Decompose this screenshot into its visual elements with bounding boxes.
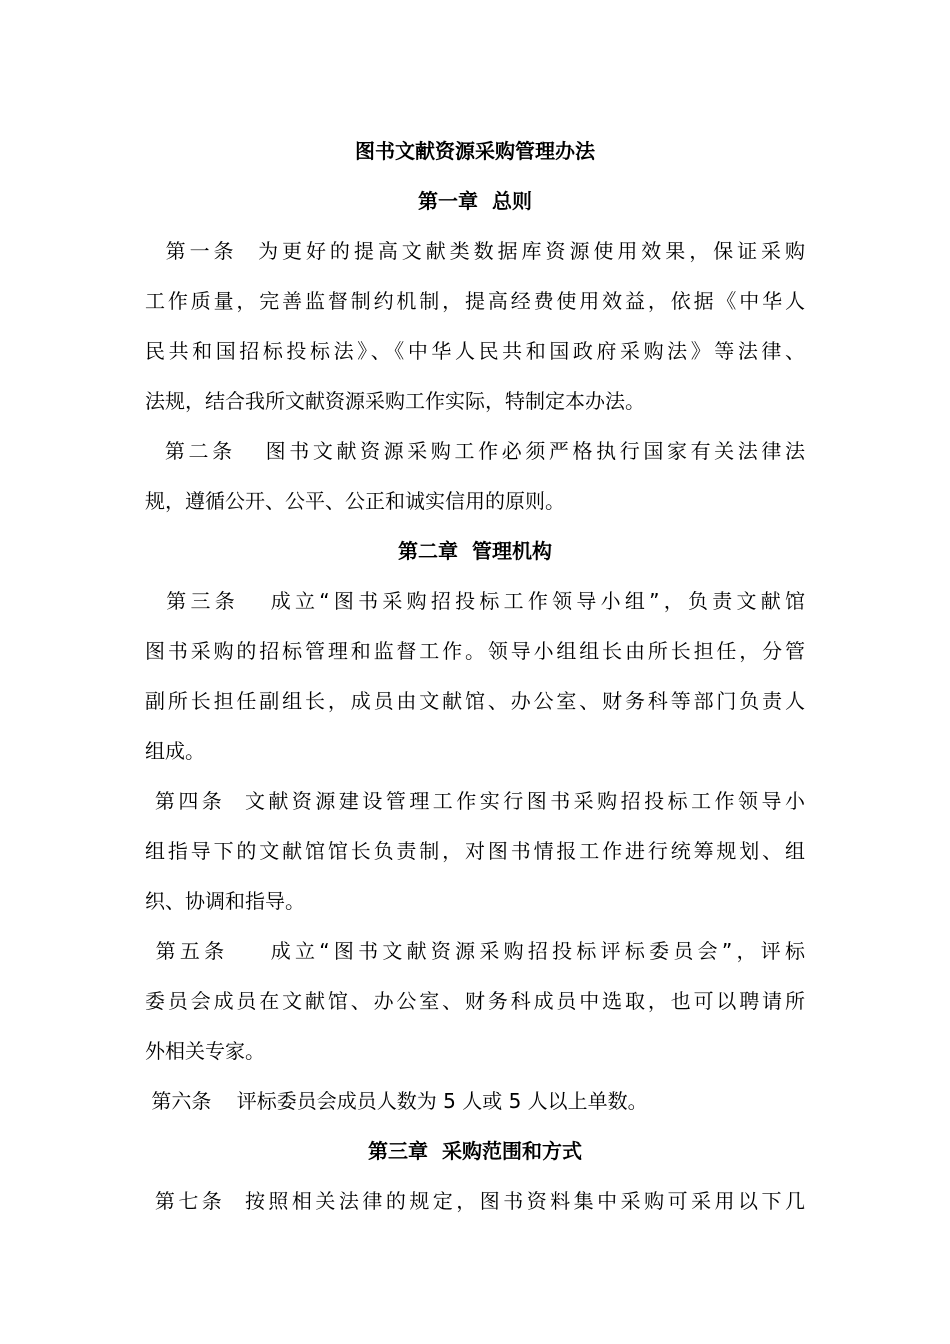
paragraph-line: 第一条 为更好的提高文献类数据库资源使用效果，保证采购	[145, 239, 805, 263]
paragraph-line: 第五条 成立“图书文献资源采购招投标评标委员会”，评标	[145, 939, 805, 963]
paragraph-line: 外相关专家。	[145, 1039, 265, 1063]
paragraph-line: 第六条 评标委员会成员人数为 5 人或 5 人以上单数。	[145, 1089, 648, 1113]
paragraph-line: 第二条 图书文献资源采购工作必须严格执行国家有关法律法	[145, 439, 805, 463]
paragraph-line: 组成。	[145, 739, 205, 763]
paragraph-line: 第四条 文献资源建设管理工作实行图书采购招投标工作领导小	[145, 789, 805, 813]
chapter-heading-2: 第二章 管理机构	[398, 539, 552, 563]
paragraph-line: 工作质量，完善监督制约机制，提高经费使用效益，依据《中华人	[145, 289, 805, 313]
document-title: 图书文献资源采购管理办法	[355, 139, 595, 163]
paragraph-line: 第三条 成立“图书采购招投标工作领导小组”，负责文献馆	[145, 589, 805, 613]
paragraph-line: 法规，结合我所文献资源采购工作实际，特制定本办法。	[145, 389, 645, 413]
paragraph-line: 组指导下的文献馆馆长负责制，对图书情报工作进行统筹规划、组	[145, 839, 805, 863]
chapter-heading-1: 第一章 总则	[418, 189, 532, 213]
paragraph-line: 织、协调和指导。	[145, 889, 305, 913]
paragraph-line: 规，遵循公开、公平、公正和诚实信用的原则。	[145, 489, 565, 513]
paragraph-line: 委员会成员在文献馆、办公室、财务科成员中选取，也可以聘请所	[145, 989, 805, 1013]
paragraph-line: 第七条 按照相关法律的规定，图书资料集中采购可采用以下几	[145, 1189, 805, 1213]
chapter-heading-3: 第三章 采购范围和方式	[368, 1139, 582, 1163]
paragraph-line: 民共和国招标投标法》、《中华人民共和国政府采购法》等法律、	[145, 339, 805, 363]
paragraph-line: 图书采购的招标管理和监督工作。领导小组组长由所长担任，分管	[145, 639, 805, 663]
paragraph-line: 副所长担任副组长，成员由文献馆、办公室、财务科等部门负责人	[145, 689, 805, 713]
